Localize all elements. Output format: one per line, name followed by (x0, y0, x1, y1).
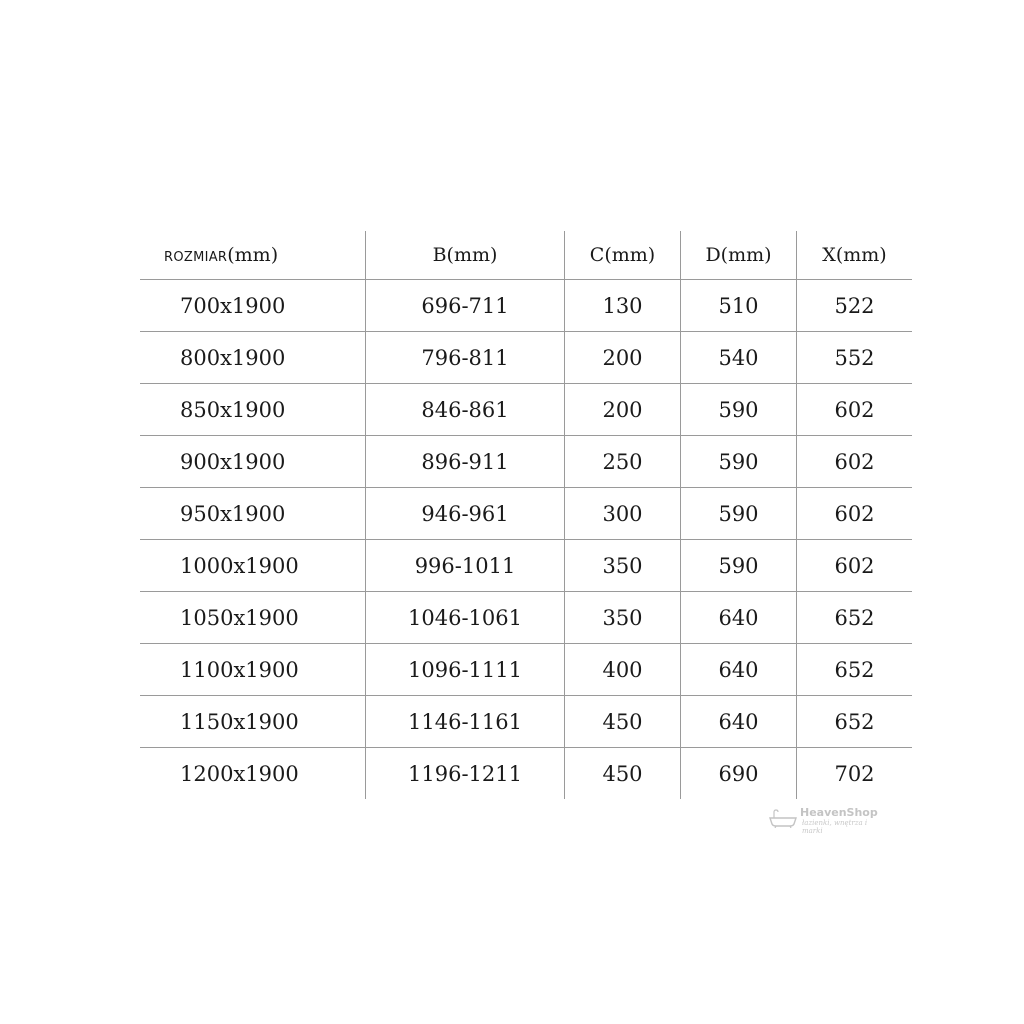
cell-x: 552 (797, 332, 913, 384)
cell-size: 1100x1900 (140, 644, 366, 696)
cell-size: 1050x1900 (140, 592, 366, 644)
bathtub-icon (768, 808, 798, 828)
cell-size: 700x1900 (140, 280, 366, 332)
cell-b: 1146-1161 (366, 696, 565, 748)
cell-c: 350 (565, 592, 681, 644)
table-row (140, 644, 912, 696)
cell-d: 640 (681, 644, 797, 696)
cell-b: 996-1011 (366, 540, 565, 592)
header-size (140, 231, 366, 280)
cell-size: 1150x1900 (140, 696, 366, 748)
cell-x: 522 (797, 280, 913, 332)
watermark-tagline: łazienki, wnętrza i marki (802, 819, 868, 835)
cell-b: 896-911 (366, 436, 565, 488)
cell-c: 300 (565, 488, 681, 540)
table-row (140, 696, 912, 748)
table-row (140, 436, 912, 488)
cell-b: 696-711 (366, 280, 565, 332)
cell-c: 450 (565, 748, 681, 800)
cell-c: 200 (565, 332, 681, 384)
header-c: C(mm) (565, 231, 681, 280)
cell-c: 200 (565, 384, 681, 436)
dimensions-table (140, 231, 912, 799)
cell-size: 900x1900 (140, 436, 366, 488)
cell-c: 250 (565, 436, 681, 488)
table-row (140, 280, 912, 332)
cell-b: 1046-1061 (366, 592, 565, 644)
cell-size: 950x1900 (140, 488, 366, 540)
table-row (140, 540, 912, 592)
cell-x: 652 (797, 696, 913, 748)
cell-x: 602 (797, 488, 913, 540)
cell-size: 800x1900 (140, 332, 366, 384)
table-row (140, 332, 912, 384)
cell-b: 1196-1211 (366, 748, 565, 800)
header-size-unit: (mm) (227, 244, 279, 266)
header-row (140, 231, 912, 280)
cell-x: 602 (797, 384, 913, 436)
table-row (140, 748, 912, 800)
cell-c: 130 (565, 280, 681, 332)
cell-d: 590 (681, 384, 797, 436)
cell-b: 846-861 (366, 384, 565, 436)
cell-d: 690 (681, 748, 797, 800)
header-b: B(mm) (366, 231, 565, 280)
header-d: D(mm) (681, 231, 797, 280)
cell-d: 640 (681, 592, 797, 644)
header-x: X(mm) (797, 231, 913, 280)
header-size-label: ROZMIAR (164, 250, 228, 265)
cell-d: 590 (681, 436, 797, 488)
cell-d: 590 (681, 540, 797, 592)
watermark-logo (768, 806, 878, 835)
table-row (140, 488, 912, 540)
cell-d: 510 (681, 280, 797, 332)
table-row (140, 384, 912, 436)
cell-c: 450 (565, 696, 681, 748)
cell-d: 590 (681, 488, 797, 540)
watermark-name: HeavenShop (800, 806, 878, 819)
cell-size: 1000x1900 (140, 540, 366, 592)
cell-c: 350 (565, 540, 681, 592)
cell-x: 652 (797, 592, 913, 644)
cell-x: 602 (797, 540, 913, 592)
cell-x: 652 (797, 644, 913, 696)
cell-x: 602 (797, 436, 913, 488)
cell-d: 640 (681, 696, 797, 748)
cell-b: 1096-1111 (366, 644, 565, 696)
cell-x: 702 (797, 748, 913, 800)
cell-d: 540 (681, 332, 797, 384)
cell-size: 1200x1900 (180, 761, 299, 786)
cell-b: 796-811 (366, 332, 565, 384)
cell-b: 946-961 (366, 488, 565, 540)
table-row (140, 592, 912, 644)
cell-size: 850x1900 (140, 384, 366, 436)
cell-c: 400 (565, 644, 681, 696)
